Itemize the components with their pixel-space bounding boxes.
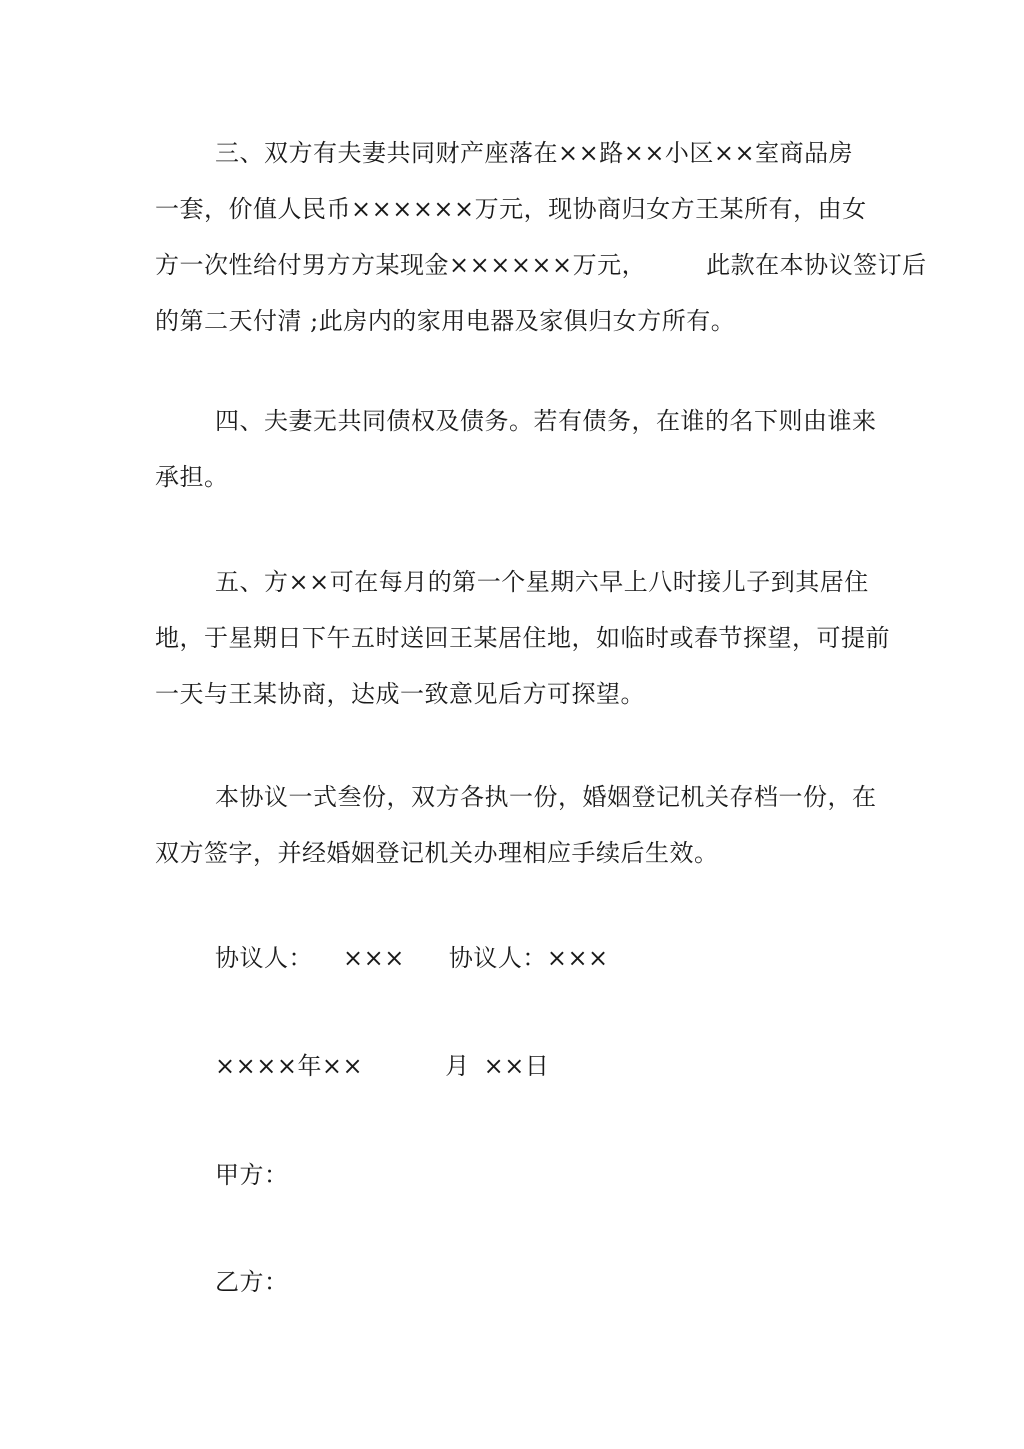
clause-4 [155,393,877,505]
date-line [215,1046,549,1086]
signatories-line [215,938,609,978]
signatory-1-label: 协议人： [215,944,313,972]
clause-4-line-1: 四、夫妻无共同债权及债务。若有债务，在谁的名下则由谁来 [215,407,877,435]
clause-5-line-1: 五、方××可在每月的第一个星期六早上八时接儿子到其居住 [215,568,869,596]
signatory-2-label: 协议人： [448,944,547,972]
clause-3-line-1: 三、双方有夫妻共同财产座落在××路××小区××室商品房 [215,139,854,167]
clause-5-line-2: 地，于星期日下午五时送回王某居住地，如临时或春节探望，可提前 [155,624,890,652]
clause-3-line-3-part-b: 此款在本协议签订后 [706,251,927,279]
clause-3-line-2: 一套，价值人民币××××××万元，现协商归女方王某所有，由女 [155,195,867,223]
date-year-part: ××××年×× [215,1052,364,1080]
date-month: 月 [445,1052,470,1080]
party-b-label: 乙方： [215,1268,289,1296]
signatory-2-name: ××× [546,944,609,972]
clause-5 [155,554,890,722]
clause-3 [155,125,927,349]
clause-5-line-3: 一天与王某协商，达成一致意见后方可探望。 [155,680,645,708]
clause-3-line-3 [155,237,927,293]
signatory-1-name: ××× [343,944,405,972]
closing-clause [155,769,877,881]
clause-3-line-4: 的第二天付清 ;此房内的家用电器及家俱归女方所有。 [155,307,736,335]
clause-4-line-2: 承担。 [155,463,229,491]
date-day: ××日 [483,1052,550,1080]
party-a-label: 甲方： [215,1161,289,1189]
clause-3-line-3-part-a: 方一次性给付男方方某现金××××××万元， [155,251,647,279]
closing-line-2: 双方签字，并经婚姻登记机关办理相应手续后生效。 [155,839,719,867]
closing-line-1: 本协议一式叁份，双方各执一份，婚姻登记机关存档一份，在 [215,783,877,811]
